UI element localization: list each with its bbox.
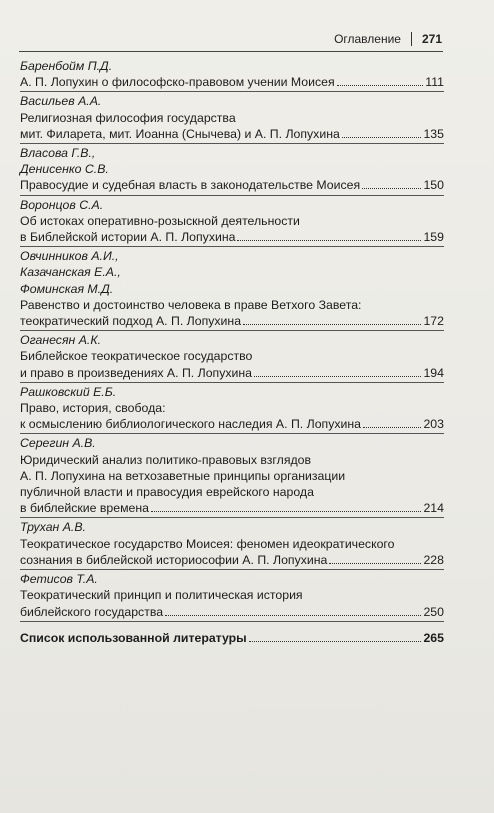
toc-entry-title: в Библейской истории А. П. Лопухина: [20, 230, 236, 245]
toc-entry: [20, 248, 444, 329]
toc-entry-title: мит. Филарета, мит. Иоанна (Снычева) и А. П. Лопухина: [20, 126, 340, 141]
table-of-contents: [20, 58, 444, 646]
entry-divider: [20, 433, 444, 434]
toc-entry-page: 228: [423, 552, 444, 567]
toc-entry-title-last-line: [20, 74, 444, 90]
toc-entry: [20, 435, 444, 516]
bibliography-entry: [20, 630, 444, 646]
entry-divider: [20, 246, 444, 247]
toc-entry-page: 150: [423, 178, 444, 193]
header-rule: [19, 51, 443, 52]
toc-entry-title: А. П. Лопухин о философско-правовом учении Моисея: [20, 75, 335, 90]
toc-entry-title: в библейские времена: [20, 501, 150, 516]
toc-entry-title-last-line: [20, 365, 444, 381]
toc-entry-title: Об истоках оперативно-розыскной деятельности: [20, 213, 300, 228]
toc-entry-page: 214: [423, 501, 444, 516]
toc-entry-author: Оганесян А.К.: [20, 333, 101, 348]
entry-divider: [20, 330, 444, 331]
toc-entry-title: Правосудие и судебная власть в законодательстве Моисея: [20, 178, 361, 193]
toc-entry-page: 194: [423, 365, 444, 380]
toc-entry-author: Фетисов Т.А.: [20, 572, 98, 587]
toc-entry-title: Религиозная философия государства: [20, 110, 236, 125]
dot-leader: [363, 427, 421, 428]
entry-divider: [20, 569, 444, 570]
toc-entry-title: сознания в библейской историософии А. П. Лопухина: [20, 552, 328, 567]
toc-entry-author: Воронцов С.А.: [20, 197, 104, 212]
toc-entry-title: Право, история, свобода:: [20, 401, 166, 416]
toc-entry: [20, 58, 444, 90]
bibliography-title: Список использованной литературы: [20, 630, 247, 645]
toc-entry-title: Равенство и достоинство человека в праве Ветхого Завета:: [20, 297, 362, 312]
toc-entry-author: Рашковский Е.Б.: [20, 384, 117, 399]
toc-entry-title: Теократическое государство Моисея: феномен идеократического: [20, 536, 395, 551]
toc-entry-title-last-line: [20, 126, 444, 142]
toc-entry-author: Трухан А.В.: [20, 520, 86, 535]
toc-entry-page: 172: [423, 314, 444, 329]
bibliography-page: 265: [423, 630, 444, 645]
toc-entry-title-last-line: [20, 416, 444, 432]
toc-entry-title: библейского государства: [20, 604, 164, 619]
toc-entry-title-last-line: [20, 604, 444, 620]
dot-leader: [329, 563, 421, 564]
dot-leader: [362, 188, 421, 189]
dot-leader: [342, 137, 422, 138]
toc-entry-author: Васильев А.А.: [20, 94, 102, 109]
entry-divider: [20, 143, 444, 144]
toc-entry-page: 250: [423, 604, 444, 619]
header-separator: [411, 32, 412, 46]
toc-entry-title: и право в произведениях А. П. Лопухина: [20, 365, 252, 380]
entry-divider: [20, 91, 444, 92]
toc-entry-title: теократический подход А. П. Лопухина: [20, 314, 242, 329]
entry-divider: [20, 621, 444, 622]
running-header: [334, 32, 442, 46]
toc-entry-title-last-line: [20, 229, 444, 245]
toc-entry-title: Теократический принцип и политическая история: [20, 588, 303, 603]
toc-entry-author: Баренбойм П.Д.: [20, 59, 113, 73]
toc-entry-title-last-line: [20, 552, 444, 568]
toc-entry-author: Серегин А.В.: [20, 436, 96, 451]
dot-leader: [337, 85, 424, 86]
toc-entry-author: Казачанская Е.А.,: [20, 265, 121, 280]
toc-entry-author: Власова Г.В.,: [20, 146, 96, 161]
toc-entry: [20, 145, 444, 194]
toc-entry-title-last-line: [20, 177, 444, 193]
dot-leader: [165, 615, 421, 616]
toc-entry-page: 111: [425, 75, 444, 90]
toc-entry-title: А. П. Лопухина на ветхозаветные принципы организации: [20, 468, 346, 483]
toc-entry-author: Денисенко С.В.: [20, 162, 109, 177]
toc-entry-page: 159: [423, 230, 444, 245]
dot-leader: [151, 511, 421, 512]
toc-entry-page: 135: [423, 126, 444, 141]
toc-entry-author: Овчинников А.И.,: [20, 249, 119, 264]
toc-entry-title-last-line: [20, 313, 444, 329]
toc-entry: [20, 332, 444, 381]
entry-divider: [20, 382, 444, 383]
toc-entry-author: Фоминская М.Д.: [20, 281, 114, 296]
entry-divider: [20, 195, 444, 196]
toc-entry-title: Библейское теократическое государство: [20, 349, 253, 364]
toc-entry-page: 203: [423, 417, 444, 432]
toc-entry: [20, 384, 444, 433]
toc-entry-title-last-line: [20, 500, 444, 516]
toc-entry: [20, 197, 444, 246]
toc-entry: [20, 571, 444, 620]
toc-entry: [20, 93, 444, 142]
section-title: Оглавление: [334, 32, 401, 46]
dot-leader: [249, 641, 422, 642]
page-number: 271: [421, 32, 442, 46]
toc-entry: [20, 519, 444, 568]
toc-entry-title: к осмыслению библиологического наследия А. П. Лопухина: [20, 417, 361, 432]
toc-entry-title: публичной власти и правосудия еврейского народа: [20, 485, 314, 500]
dot-leader: [254, 376, 421, 377]
dot-leader: [237, 240, 421, 241]
dot-leader: [243, 324, 421, 325]
toc-entry-title: Юридический анализ политико-правовых взглядов: [20, 452, 312, 467]
entry-divider: [20, 517, 444, 518]
